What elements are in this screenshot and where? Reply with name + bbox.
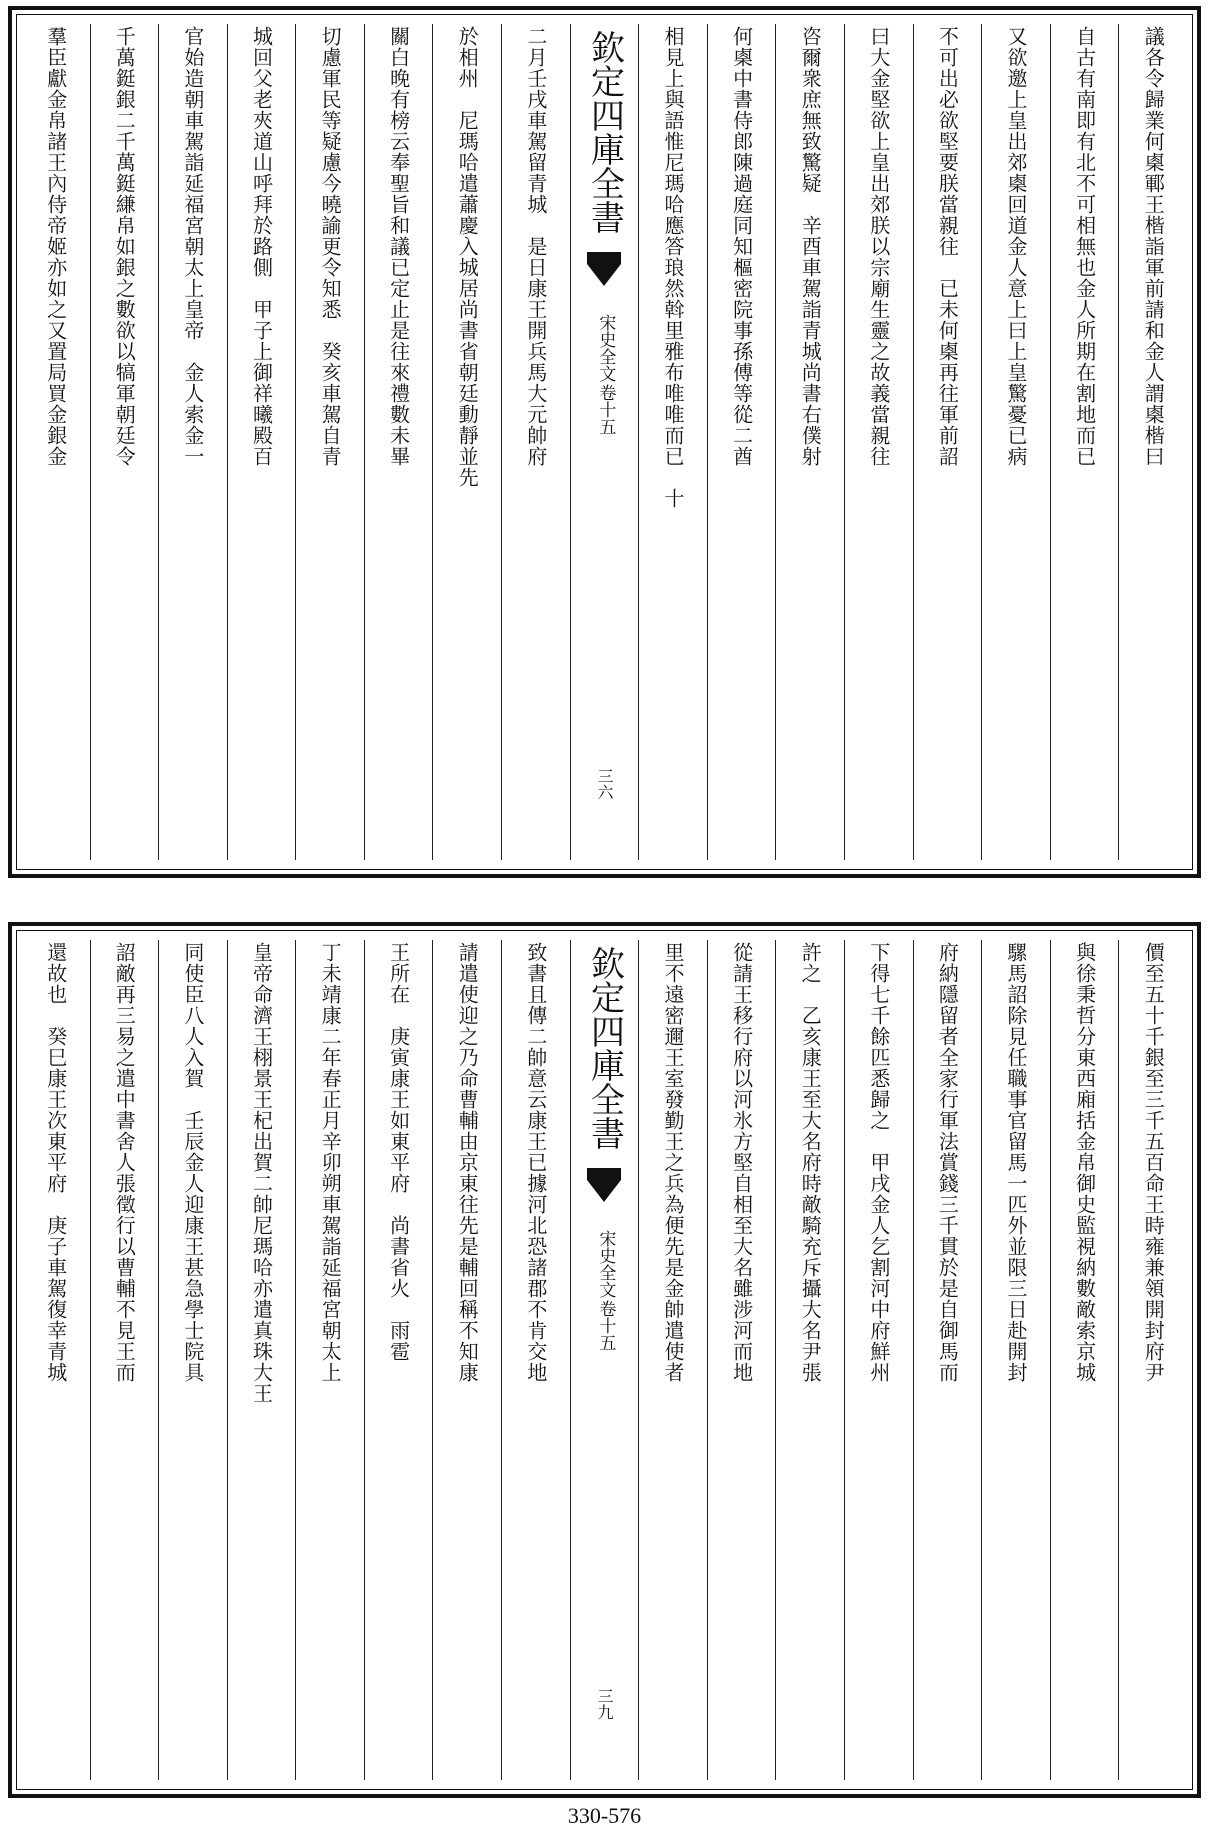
text-column: 何㮚中書侍郎陳過庭同知樞密院事孫傅等從二酋: [707, 24, 776, 860]
text-column: 曰大金堅欲上皇出郊朕以宗廟生靈之故義當親往: [844, 24, 913, 860]
bottom-page-columns: [22, 940, 1187, 1780]
text-column: 同使臣八人入賀 壬辰金人迎康王甚急學士院具: [158, 940, 227, 1780]
text-column: 咨爾衆庶無致驚疑 辛酉車駕詣青城尚書右僕射: [775, 24, 844, 860]
text-column: 官始造朝車駕詣延福宮朝太上皇帝 金人索金一: [158, 24, 227, 860]
page-footer-number: 330-576: [567, 1803, 642, 1828]
text-column: 與徐秉哲分東西廂括金帛御史監視納數敵索京城: [1050, 940, 1119, 1780]
text-column: 許之 乙亥康王至大名府時敵騎充斥攝大名尹張: [775, 940, 844, 1780]
bottom-page: [8, 922, 1201, 1798]
block-center-column: [570, 940, 639, 1780]
text-column: 從請王移行府以河氷方堅自相至大名雖涉河而地: [707, 940, 776, 1780]
top-page-columns: [22, 24, 1187, 860]
fish-tail-mark-icon: [587, 1168, 621, 1220]
text-column: 自古有南即有北不可相無也金人所期在割地而已: [1050, 24, 1119, 860]
text-column: 里不遠密邇王室發勤王之兵為便先是金帥遣使者: [638, 940, 707, 1780]
fish-tail-mark-icon: [587, 252, 621, 304]
text-column: 府納隱留者全家行軍法賞錢三千貫於是自御馬而: [913, 940, 982, 1780]
text-column: 城回父老夾道山呼拜於路側 甲子上御祥曦殿百: [227, 24, 296, 860]
text-column: 騾馬詔除見任職事官留馬一匹外並限三日赴開封: [981, 940, 1050, 1780]
book-title: 欽定四庫全書: [584, 30, 625, 234]
text-column: 羣臣獻金帛諸王內侍帝姬亦如之又置局買金銀金: [43, 26, 68, 467]
text-column: 請遣使迎之乃命曹輔由京東往先是輔回稱不知康: [432, 940, 501, 1780]
volume-label: 宋史全文 卷十五: [595, 1230, 616, 1351]
text-column: 價至五十千銀至三千五百命王時雍兼領開封府尹: [1118, 940, 1187, 1780]
book-title: 欽定四庫全書: [584, 946, 625, 1150]
text-column: 千萬鋌銀二千萬鋌縑帛如銀之數欲以犒軍朝廷令: [90, 24, 159, 860]
block-center-column: [570, 24, 639, 860]
text-column: 王所在 庚寅康王如東平府 尚書省火 雨雹: [364, 940, 433, 1780]
text-column: 下得七千餘匹悉歸之 甲戌金人乞割河中府鮮州: [844, 940, 913, 1780]
text-column: 相見上與語惟尼瑪哈應答琅然斡里雅布唯唯而已 十: [638, 24, 707, 860]
text-column: 關白晚有榜云奉聖旨和議已定止是往來禮數未畢: [364, 24, 433, 860]
text-column: 致書且傳二帥意云康王已據河北恐諸郡不肯交地: [501, 940, 570, 1780]
text-column: 不可出必欲堅要朕當親往 已未何㮚再往軍前詔: [913, 24, 982, 860]
text-column: 二月壬戌車駕留青城 是日康王開兵馬大元帥府: [501, 24, 570, 860]
text-column: 切慮軍民等疑慮今曉諭更令知悉 癸亥車駕自青: [295, 24, 364, 860]
text-column: 於相州 尼瑪哈遣蕭慶入城居尚書省朝廷動靜並先: [432, 24, 501, 860]
page-number: 三六: [594, 768, 614, 800]
text-column: 詔敵再三易之遣中書舍人張徵行以曹輔不見王而: [90, 940, 159, 1780]
text-column: 議各令歸業何㮚鄆王楷詣軍前請和金人謂㮚楷曰: [1118, 24, 1187, 860]
top-page: [8, 6, 1201, 878]
text-column: 皇帝命濟王栩景王杞出賀二帥尼瑪哈亦遣真珠大王: [227, 940, 296, 1780]
volume-label: 宋史全文 卷十五: [595, 314, 616, 435]
text-column: 丁未靖康二年春正月辛卯朔車駕詣延福宮朝太上: [295, 940, 364, 1780]
text-column: 還故也 癸巳康王次東平府 庚子車駕復幸青城: [43, 942, 68, 1383]
page-number: 三九: [594, 1688, 614, 1720]
text-column: 又欲邀上皇出郊㮚回道金人意上曰上皇驚憂已病: [981, 24, 1050, 860]
